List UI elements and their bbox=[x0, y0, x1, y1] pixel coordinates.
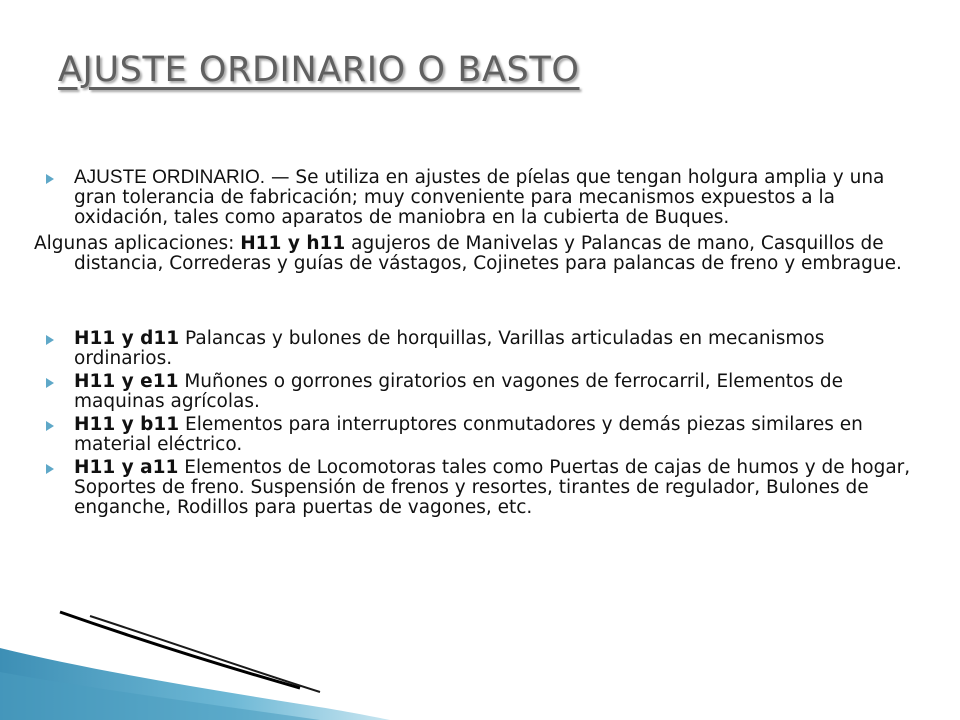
applications-prefix: Algunas aplicaciones: bbox=[34, 233, 241, 254]
triangle-right-icon bbox=[46, 168, 60, 228]
fit-code: H11 y b11 bbox=[74, 414, 180, 435]
bullet-text bbox=[74, 415, 914, 455]
intro-text: — Se utiliza en ajustes de píelas que tengan holgura amplia y una gran tolerancia de fabricación; muy conveniente para mecanismos expuestos a la oxidación, tales como aparatos de maniobra en la cubierta de Buques. bbox=[74, 167, 885, 228]
slide-title: AJUSTE ORDINARIO O BASTO bbox=[58, 50, 580, 90]
bullet-text bbox=[74, 329, 914, 369]
fit-text: Palancas y bulones de horquillas, Varillas articuladas en mecanismos ordinarios. bbox=[74, 328, 825, 369]
fit-text: Muñones o gorrones giratorios en vagones de ferrocarril, Elementos de maquinas agrícolas. bbox=[74, 371, 844, 412]
bullet-fit-e11 bbox=[34, 372, 914, 412]
intro-label: AJUSTE ORDINARIO. bbox=[74, 167, 266, 188]
triangle-right-icon bbox=[46, 458, 60, 518]
applications-code: H11 y h11 bbox=[240, 233, 346, 254]
triangle-right-icon bbox=[46, 372, 60, 412]
bullet-fit-b11 bbox=[34, 415, 914, 455]
bullet-text bbox=[74, 458, 914, 518]
decorative-corner-swoosh bbox=[0, 580, 420, 720]
fit-text: Elementos para interruptores conmutadores y demás piezas similares en material eléctrico. bbox=[74, 414, 863, 455]
applications-text: agujeros de Manivelas y Palancas de mano, Casquillos de distancia, Correderas y guías de vástagos, Cojinetes para palancas de freno y embrague. bbox=[74, 233, 902, 274]
bullet-text bbox=[74, 168, 914, 228]
fit-code: H11 y a11 bbox=[74, 457, 179, 478]
bullet-intro bbox=[34, 168, 914, 228]
bullet-fit-d11 bbox=[34, 329, 914, 369]
slide-content bbox=[34, 168, 914, 521]
triangle-right-icon bbox=[46, 329, 60, 369]
triangle-right-icon bbox=[46, 415, 60, 455]
fit-text: Elementos de Locomotoras tales como Puertas de cajas de humos y de hogar, Soportes de freno. Suspensión de frenos y resortes, tirantes de regulador, Bulones de enganche, Rodillos para puertas de vagones, etc. bbox=[74, 457, 911, 518]
bullet-fit-a11 bbox=[34, 458, 914, 518]
fit-code: H11 y d11 bbox=[74, 328, 180, 349]
applications-paragraph bbox=[34, 234, 914, 274]
bullet-text bbox=[74, 372, 914, 412]
fit-code: H11 y e11 bbox=[74, 371, 179, 392]
